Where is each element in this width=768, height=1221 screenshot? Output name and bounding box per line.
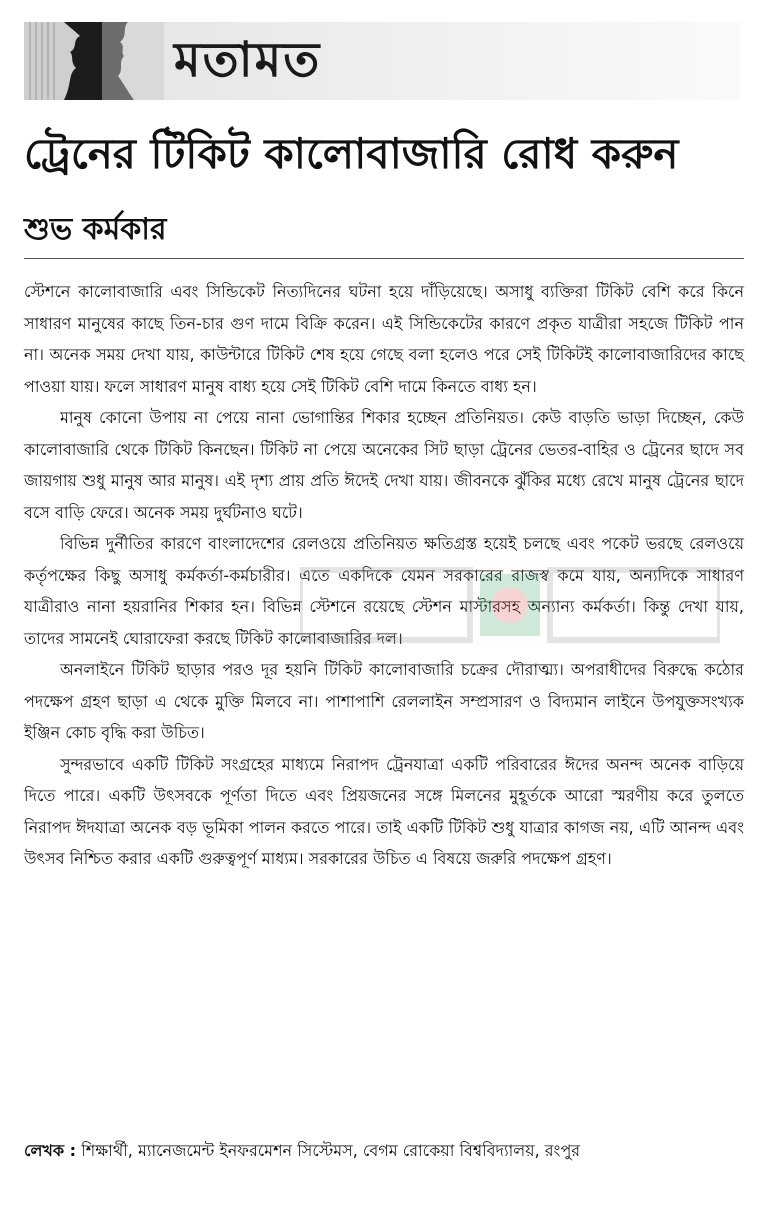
section-banner	[24, 22, 740, 100]
article-body	[24, 276, 744, 875]
section-title: মতামত	[174, 32, 322, 88]
paragraph: বিভিন্ন দুর্নীতির কারণে বাংলাদেশের রেলওয়ে প্রতিনিয়ত ক্ষতিগ্রস্ত হয়েই চলছে এবং পকেট ভরছে রেলওয়ে কর্তৃপক্ষের কিছু অসাধু কর্মকর্তা-কর্মচারীর। এতে একদিকে যেমন সরকারের রাজস্ব কমে যায়, অন্যদিকে সাধারণ যাত্রীরাও নানা হয়রানির শিকার হন। বিভিন্ন স্টেশনে রয়েছে স্টেশন মাস্টারসহ অন্যান্য কর্মকর্তা। কিন্তু দেখা যায়, তাদের সামনেই ঘোরাফেরা করছে টিকিট কালোবাজারির দল।	[24, 534, 744, 648]
paragraph: অনলাইনে টিকিট ছাড়ার পরও দূর হয়নি টিকিট কালোবাজারি চক্রের দৌরাত্ম্য। অপরাধীদের বিরুদ্ধে কঠোর পদক্ষেপ গ্রহণ ছাড়া এ থেকে মুক্তি মিলবে না। পাশাপাশি রেললাইন সম্প্রসারণ ও বিদ্যমান লাইনে উপযুক্তসংখ্যক ইঞ্জিন কোচ বৃদ্ধি করা উচিত।	[24, 660, 744, 742]
article-byline: শুভ কর্মকার	[24, 212, 167, 247]
article-headline: ট্রেনের টিকিট কালোবাজারি রোধ করুন	[24, 129, 679, 178]
silhouette-faces-icon	[24, 22, 164, 100]
divider	[24, 258, 744, 259]
paragraph: মানুষ কোনো উপায় না পেয়ে নানা ভোগান্তির শিকার হচ্ছেন প্রতিনিয়ত। কেউ বাড়তি ভাড়া দিচ্ছেন, কেউ কালোবাজারি থেকে টিকিট কিনছেন। টিকিট না পেয়ে অনেকের সিট ছাড়া ট্রেনের ভেতর-বাহির ও ট্রেনের ছাদে সব জায়গায় শুধু মানুষ আর মানুষ। এই দৃশ্য প্রায় প্রতি ঈদেই দেখা যায়। জীবনকে ঝুঁকির মধ্যে রেখে মানুষ ট্রেনের ছাদে বসে বাড়ি ফেরে। অনেক সময় দুর্ঘটনাও ঘটে।	[24, 408, 744, 522]
author-details: শিক্ষার্থী, ম্যানেজমেন্ট ইনফরমেশন সিস্টেমস, বেগম রোকেয়া বিশ্ববিদ্যালয়, রংপুর	[81, 1141, 581, 1160]
paragraph: স্টেশনে কালোবাজারি এবং সিন্ডিকেট নিত্যদিনের ঘটনা হয়ে দাঁড়িয়েছে। অসাধু ব্যক্তিরা টিকিট বেশি করে কিনে সাধারণ মানুষের কাছে তিন-চার গুণ দামে বিক্রি করেন। এই সিন্ডিকেটের কারণে প্রকৃত যাত্রীরা সহজে টিকিট পান না। অনেক সময় দেখা যায়, কাউন্টারে টিকিট শেষ হয়ে গেছে বলা হলেও পরে সেই টিকিটই কালোবাজারিদের কাছে পাওয়া যায়। ফলে সাধারণ মানুষ বাধ্য হয়ে সেই টিকিট বেশি দামে কিনতে বাধ্য হন।	[24, 282, 744, 396]
paragraph: সুন্দরভাবে একটি টিকিট সংগ্রহের মাধ্যমে নিরাপদ ট্রেনযাত্রা একটি পরিবারের ঈদের অনন্দ অনেক বাড়িয়ে দিতে পারে। একটি উৎসবকে পূর্ণতা দিতে এবং প্রিয়জনের সঙ্গে মিলনের মুহূর্তকে আরো স্মরণীয় করে তুলতে নিরাপদ ঈদযাত্রা অনেক বড় ভূমিকা পালন করতে পারে। তাই একটি টিকিট শুধু যাত্রার কাগজ নয়, এটি আনন্দ এবং উৎসব নিশ্চিত করার একটি গুরুত্বপূর্ণ মাধ্যম। সরকারের উচিত এ বিষয়ে জরুরি পদক্ষেপ গ্রহণ।	[24, 754, 744, 868]
author-label: লেখক :	[24, 1141, 77, 1160]
author-info	[24, 1134, 744, 1167]
